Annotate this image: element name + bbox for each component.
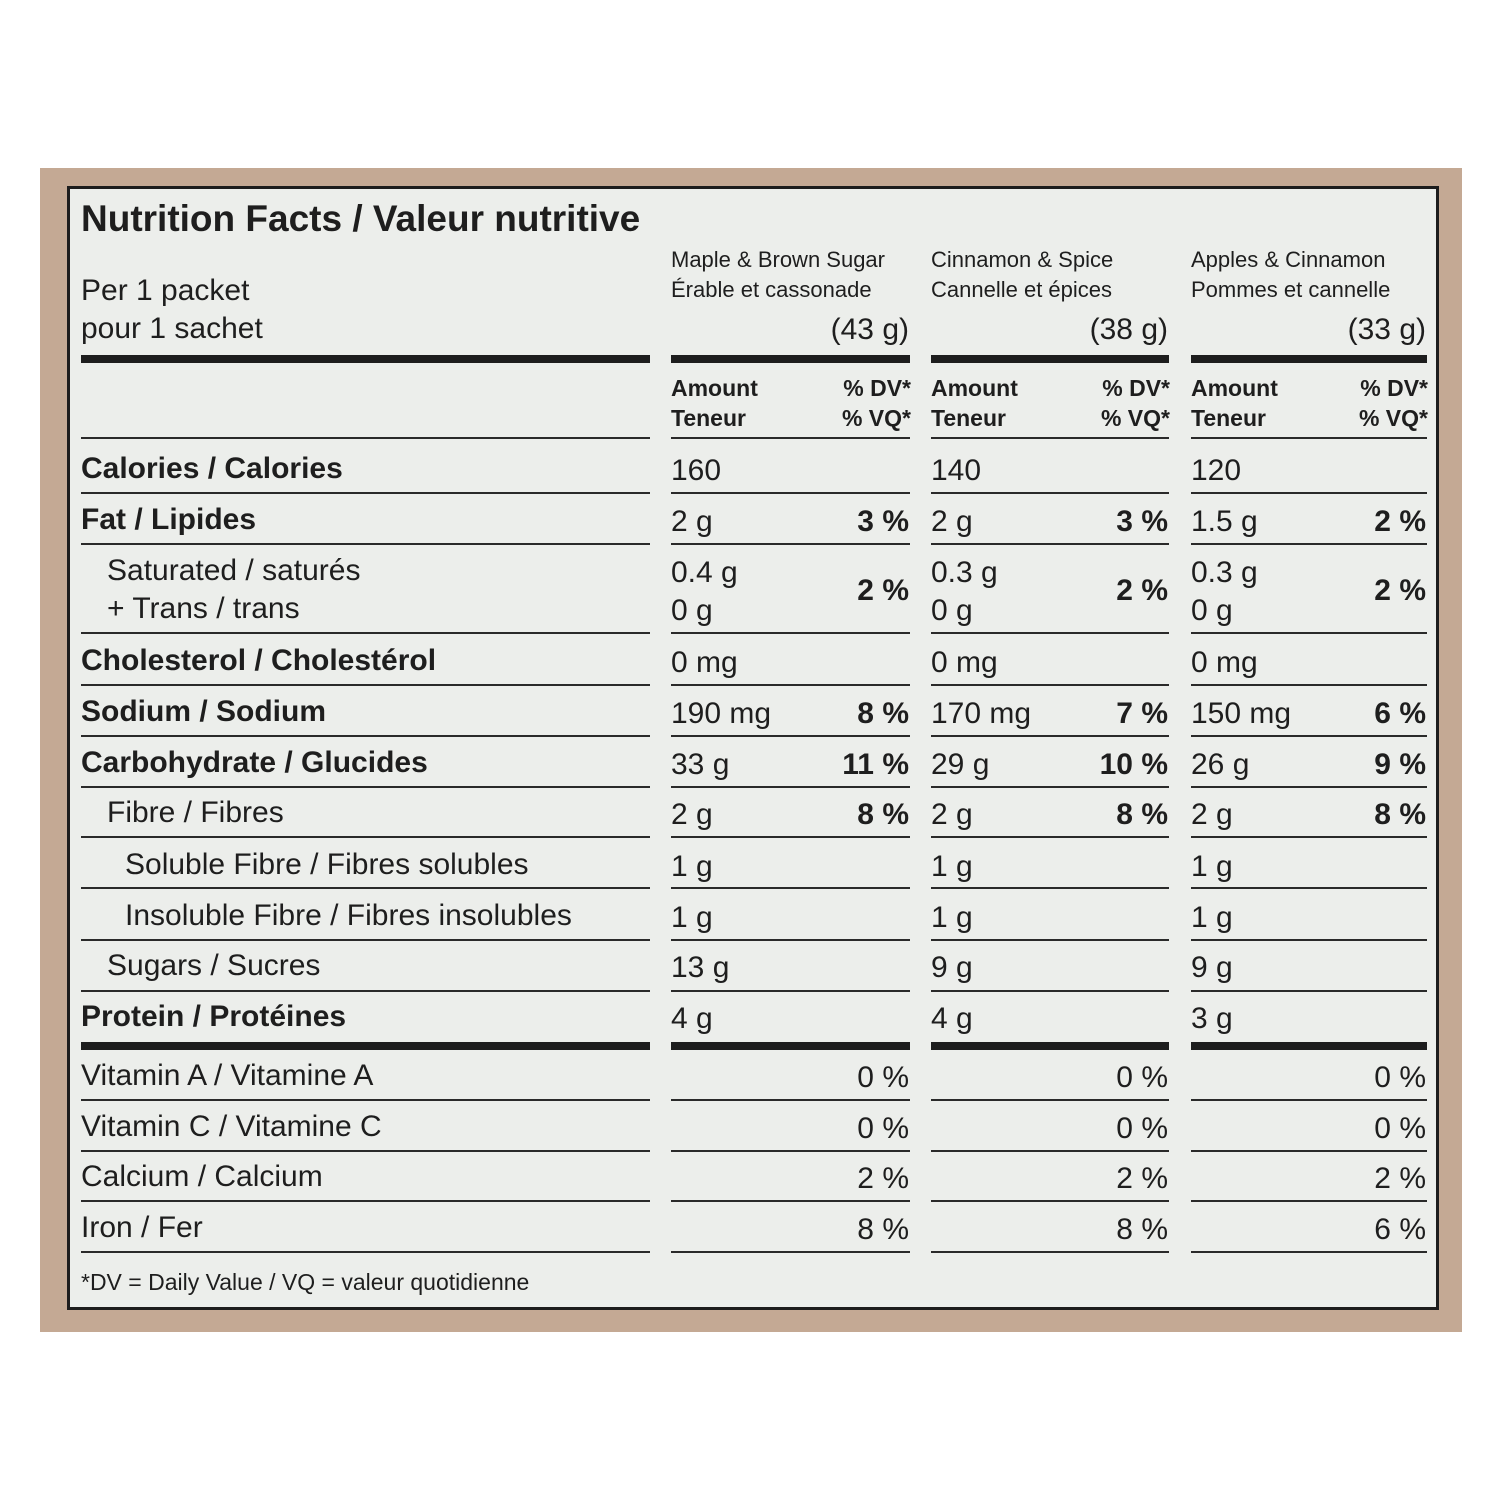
percent-dv-value: 8 % [857,697,909,730]
dv-header: % DV* [843,375,911,401]
percent-dv-value: 2 % [1116,574,1168,607]
row-divider [1191,684,1427,686]
row-divider [1191,1251,1427,1253]
row-divider [671,786,910,788]
vq-header: % VQ* [1358,405,1428,431]
nutrient-label: Vitamin C / Vitamine C [81,1110,382,1143]
row-divider [1191,1099,1427,1101]
amount-value: 1 g [671,850,713,883]
row-divider [81,1251,650,1253]
amount-value: 4 g [931,1002,973,1035]
row-divider [1191,939,1427,941]
vq-header: % VQ* [1100,405,1170,431]
row-divider [1191,632,1427,634]
percent-dv-value: 8 % [857,798,909,831]
amount-value: 13 g [671,951,730,984]
percent-dv-value: 8 % [1116,1213,1168,1246]
row-divider [931,786,1169,788]
product-name-fr: Pommes et cannelle [1191,277,1391,302]
row-divider [931,543,1169,545]
amount-value: 0 mg [1191,646,1258,679]
nutrient-label: Protein / Protéines [81,1000,347,1033]
product-weight: (43 g) [830,313,909,346]
nutrient-label: Fat / Lipides [81,503,257,536]
product-weight: (33 g) [1347,313,1426,346]
amount-value: 0 g [931,594,973,627]
amount-value: 29 g [931,748,990,781]
percent-dv-value: 3 % [857,505,909,538]
row-divider [671,632,910,634]
row-divider [81,887,650,889]
thick-rule-vitamins [931,1042,1169,1050]
amount-value: 0 mg [931,646,998,679]
nutrient-label: Sodium / Sodium [81,695,326,728]
dv-header: % DV* [1360,375,1428,401]
amount-value: 0 mg [671,646,738,679]
percent-dv-value: 8 % [1116,798,1168,831]
row-divider [931,684,1169,686]
nutrient-label: Calories / Calories [81,452,343,485]
row-divider [1191,887,1427,889]
percent-dv-value: 0 % [1116,1112,1168,1145]
percent-dv-value: 11 % [842,748,909,781]
row-divider [671,684,910,686]
percent-dv-value: 8 % [857,1213,909,1246]
amount-value: 1 g [1191,901,1233,934]
teneur-header: Teneur [671,405,746,431]
percent-dv-value: 0 % [1116,1061,1168,1094]
thick-rule-vitamins [1191,1042,1427,1050]
amount-value: 9 g [931,951,973,984]
amount-value: 1 g [1191,850,1233,883]
thick-rule-top [931,355,1169,363]
amount-value: 2 g [671,505,713,538]
row-divider [81,836,650,838]
row-divider [931,1200,1169,1202]
amount-value: 0.4 g [671,556,738,589]
row-divider [1191,543,1427,545]
thick-rule-vitamins [81,1042,650,1050]
row-divider [81,939,650,941]
row-divider [671,990,910,992]
row-divider [81,1099,650,1101]
nutrient-label: Saturated / saturés [107,554,361,587]
row-divider [931,735,1169,737]
percent-dv-value: 7 % [1116,697,1168,730]
product-name-fr: Cannelle et épices [931,277,1113,302]
product-name-en: Cinnamon & Spice [931,247,1114,272]
row-divider [81,543,650,545]
row-divider [1191,1150,1427,1152]
row-divider [1191,735,1427,737]
row-divider [1191,836,1427,838]
row-divider [81,492,650,494]
teneur-header: Teneur [931,405,1006,431]
thick-rule-top [81,355,650,363]
row-divider [671,735,910,737]
nutrient-label: Insoluble Fibre / Fibres insolubles [125,899,572,932]
amount-value: 140 [931,454,982,487]
amount-value: 0 g [671,594,713,627]
row-divider [931,437,1169,439]
percent-dv-value: 2 % [857,574,909,607]
percent-dv-value: 10 % [1099,748,1168,781]
row-divider [671,1099,910,1101]
percent-dv-value: 2 % [1116,1162,1168,1195]
dv-header: % DV* [1102,375,1170,401]
percent-dv-value: 0 % [857,1112,909,1145]
percent-dv-value: 3 % [1116,505,1168,538]
percent-dv-value: 8 % [1374,798,1426,831]
amount-value: 190 mg [671,697,772,730]
row-divider [1191,492,1427,494]
nutrient-label: Carbohydrate / Glucides [81,746,428,779]
product-weight: (38 g) [1089,313,1168,346]
amount-value: 2 g [1191,798,1233,831]
serving-line-2: pour 1 sachet [81,312,263,345]
nutrient-label: Sugars / Sucres [107,949,321,982]
row-divider [671,1150,910,1152]
row-divider [671,1251,910,1253]
amount-value: 0 g [1191,594,1233,627]
amount-value: 0.3 g [931,556,998,589]
amount-header: Amount [1191,375,1278,401]
thick-rule-vitamins [671,1042,910,1050]
nutrient-label: Fibre / Fibres [107,796,284,829]
nutrient-label: Vitamin A / Vitamine A [81,1059,374,1092]
amount-value: 26 g [1191,748,1250,781]
row-divider [81,990,650,992]
percent-dv-value: 2 % [1374,574,1426,607]
row-divider [671,1200,910,1202]
row-divider [81,786,650,788]
amount-value: 2 g [931,798,973,831]
vq-header: % VQ* [841,405,911,431]
amount-value: 160 [671,454,722,487]
row-divider [931,1150,1169,1152]
row-divider [1191,786,1427,788]
nutrient-label: Soluble Fibre / Fibres solubles [125,848,529,881]
product-name-en: Maple & Brown Sugar [671,247,885,272]
amount-header: Amount [671,375,758,401]
label-title: Nutrition Facts / Valeur nutritive [81,198,641,239]
percent-dv-value: 0 % [1374,1112,1426,1145]
percent-dv-value: 0 % [1374,1061,1426,1094]
row-divider [1191,437,1427,439]
percent-dv-value: 9 % [1374,748,1426,781]
amount-value: 2 g [671,798,713,831]
amount-value: 1 g [671,901,713,934]
row-divider [931,492,1169,494]
percent-dv-value: 2 % [1374,505,1426,538]
thick-rule-top [1191,355,1427,363]
thick-rule-top [671,355,910,363]
row-divider [931,990,1169,992]
amount-header: Amount [931,375,1018,401]
nutrient-label: + Trans / trans [107,592,300,625]
percent-dv-value: 2 % [1374,1162,1426,1195]
product-name-fr: Érable et cassonade [671,277,872,302]
amount-value: 170 mg [931,697,1032,730]
amount-value: 1 g [931,850,973,883]
row-divider [931,887,1169,889]
row-divider [671,492,910,494]
percent-dv-value: 6 % [1374,1213,1426,1246]
footnote: *DV = Daily Value / VQ = valeur quotidienne [81,1269,530,1295]
row-divider [81,684,650,686]
amount-value: 120 [1191,454,1242,487]
amount-value: 2 g [931,505,973,538]
nutrient-label: Cholesterol / Cholestérol [81,644,437,677]
amount-value: 4 g [671,1002,713,1035]
row-divider [81,735,650,737]
serving-line-1: Per 1 packet [81,274,250,307]
amount-value: 3 g [1191,1002,1233,1035]
row-divider [671,437,910,439]
percent-dv-value: 0 % [857,1061,909,1094]
row-divider [1191,1200,1427,1202]
amount-value: 1 g [931,901,973,934]
amount-value: 150 mg [1191,697,1292,730]
row-divider [671,887,910,889]
row-divider [931,836,1169,838]
percent-dv-value: 6 % [1374,697,1426,730]
row-divider [1191,990,1427,992]
row-divider [81,632,650,634]
row-divider [671,939,910,941]
row-divider [81,437,650,439]
row-divider [931,632,1169,634]
amount-value: 33 g [671,748,730,781]
row-divider [931,1099,1169,1101]
amount-value: 9 g [1191,951,1233,984]
row-divider [671,836,910,838]
amount-value: 0.3 g [1191,556,1258,589]
amount-value: 1.5 g [1191,505,1258,538]
row-divider [81,1200,650,1202]
nutrient-label: Calcium / Calcium [81,1160,323,1193]
row-divider [81,1150,650,1152]
teneur-header: Teneur [1191,405,1266,431]
row-divider [931,939,1169,941]
nutrient-label: Iron / Fer [81,1211,203,1244]
row-divider [931,1251,1169,1253]
row-divider [671,543,910,545]
product-name-en: Apples & Cinnamon [1191,247,1386,272]
percent-dv-value: 2 % [857,1162,909,1195]
